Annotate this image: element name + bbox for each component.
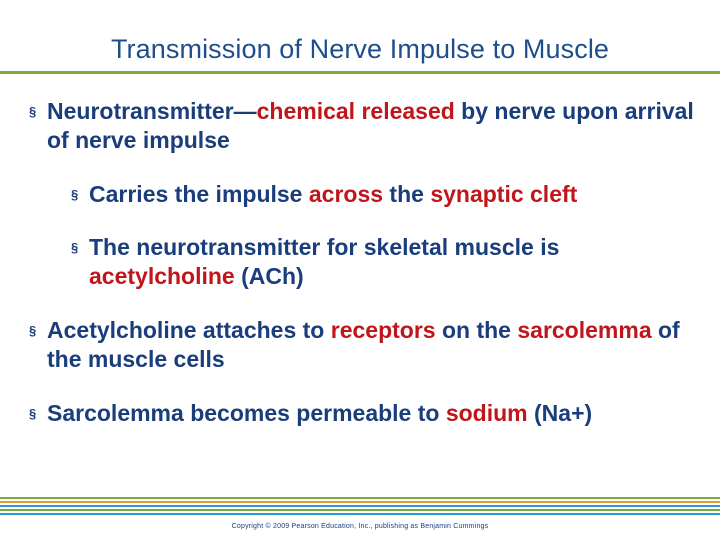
highlight-term: chemical released: [256, 98, 455, 124]
bullet-receptors: [29, 316, 707, 374]
bullet-carries-impulse: [71, 180, 699, 209]
highlight-term: across: [308, 181, 384, 207]
title-underline: [0, 71, 720, 74]
bullet-neurotransmitter: [29, 97, 707, 155]
bullet-text: Sarcolemma becomes permeable to: [47, 400, 446, 426]
footer-stripe: [0, 497, 720, 499]
highlight-term: acetylcholine: [89, 263, 235, 289]
bullet-marker-icon: §: [29, 104, 37, 119]
bullet-text: on the: [435, 317, 518, 343]
highlight-term: receptors: [330, 317, 436, 343]
highlight-term: sodium: [445, 400, 528, 426]
bullet-marker-icon: §: [29, 323, 37, 338]
footer-stripe: [0, 501, 720, 503]
bullet-acetylcholine-def: [71, 233, 699, 291]
footer-stripe: [0, 513, 720, 515]
bullet-marker-icon: §: [29, 406, 37, 421]
copyright-notice: Copyright © 2009 Pearson Education, Inc., publishing as Benjamin Cummings: [231, 523, 489, 530]
bullet-text: (ACh): [234, 263, 304, 289]
bullet-text: of the muscle cells: [47, 317, 680, 372]
bullet-text: The neurotransmitter for skeletal muscle is: [89, 234, 560, 260]
slide-title: Transmission of Nerve Impulse to Muscle: [110, 34, 610, 64]
highlight-term: sarcolemma: [517, 317, 652, 343]
highlight-term: synaptic cleft: [430, 181, 578, 207]
bullet-text: Neurotransmitter—: [47, 98, 257, 124]
bullet-text: the: [383, 181, 431, 207]
bullet-text: (Na+): [527, 400, 593, 426]
bullet-text: Carries the impulse: [89, 181, 309, 207]
bullet-text: Acetylcholine attaches to: [47, 317, 331, 343]
bullet-marker-icon: §: [71, 187, 79, 202]
footer-stripe: [0, 505, 720, 507]
bullet-text: by nerve upon arrival of nerve impulse: [47, 98, 694, 153]
footer-stripe: [0, 509, 720, 511]
bullet-marker-icon: §: [71, 240, 79, 255]
bullet-sodium: [29, 399, 707, 428]
